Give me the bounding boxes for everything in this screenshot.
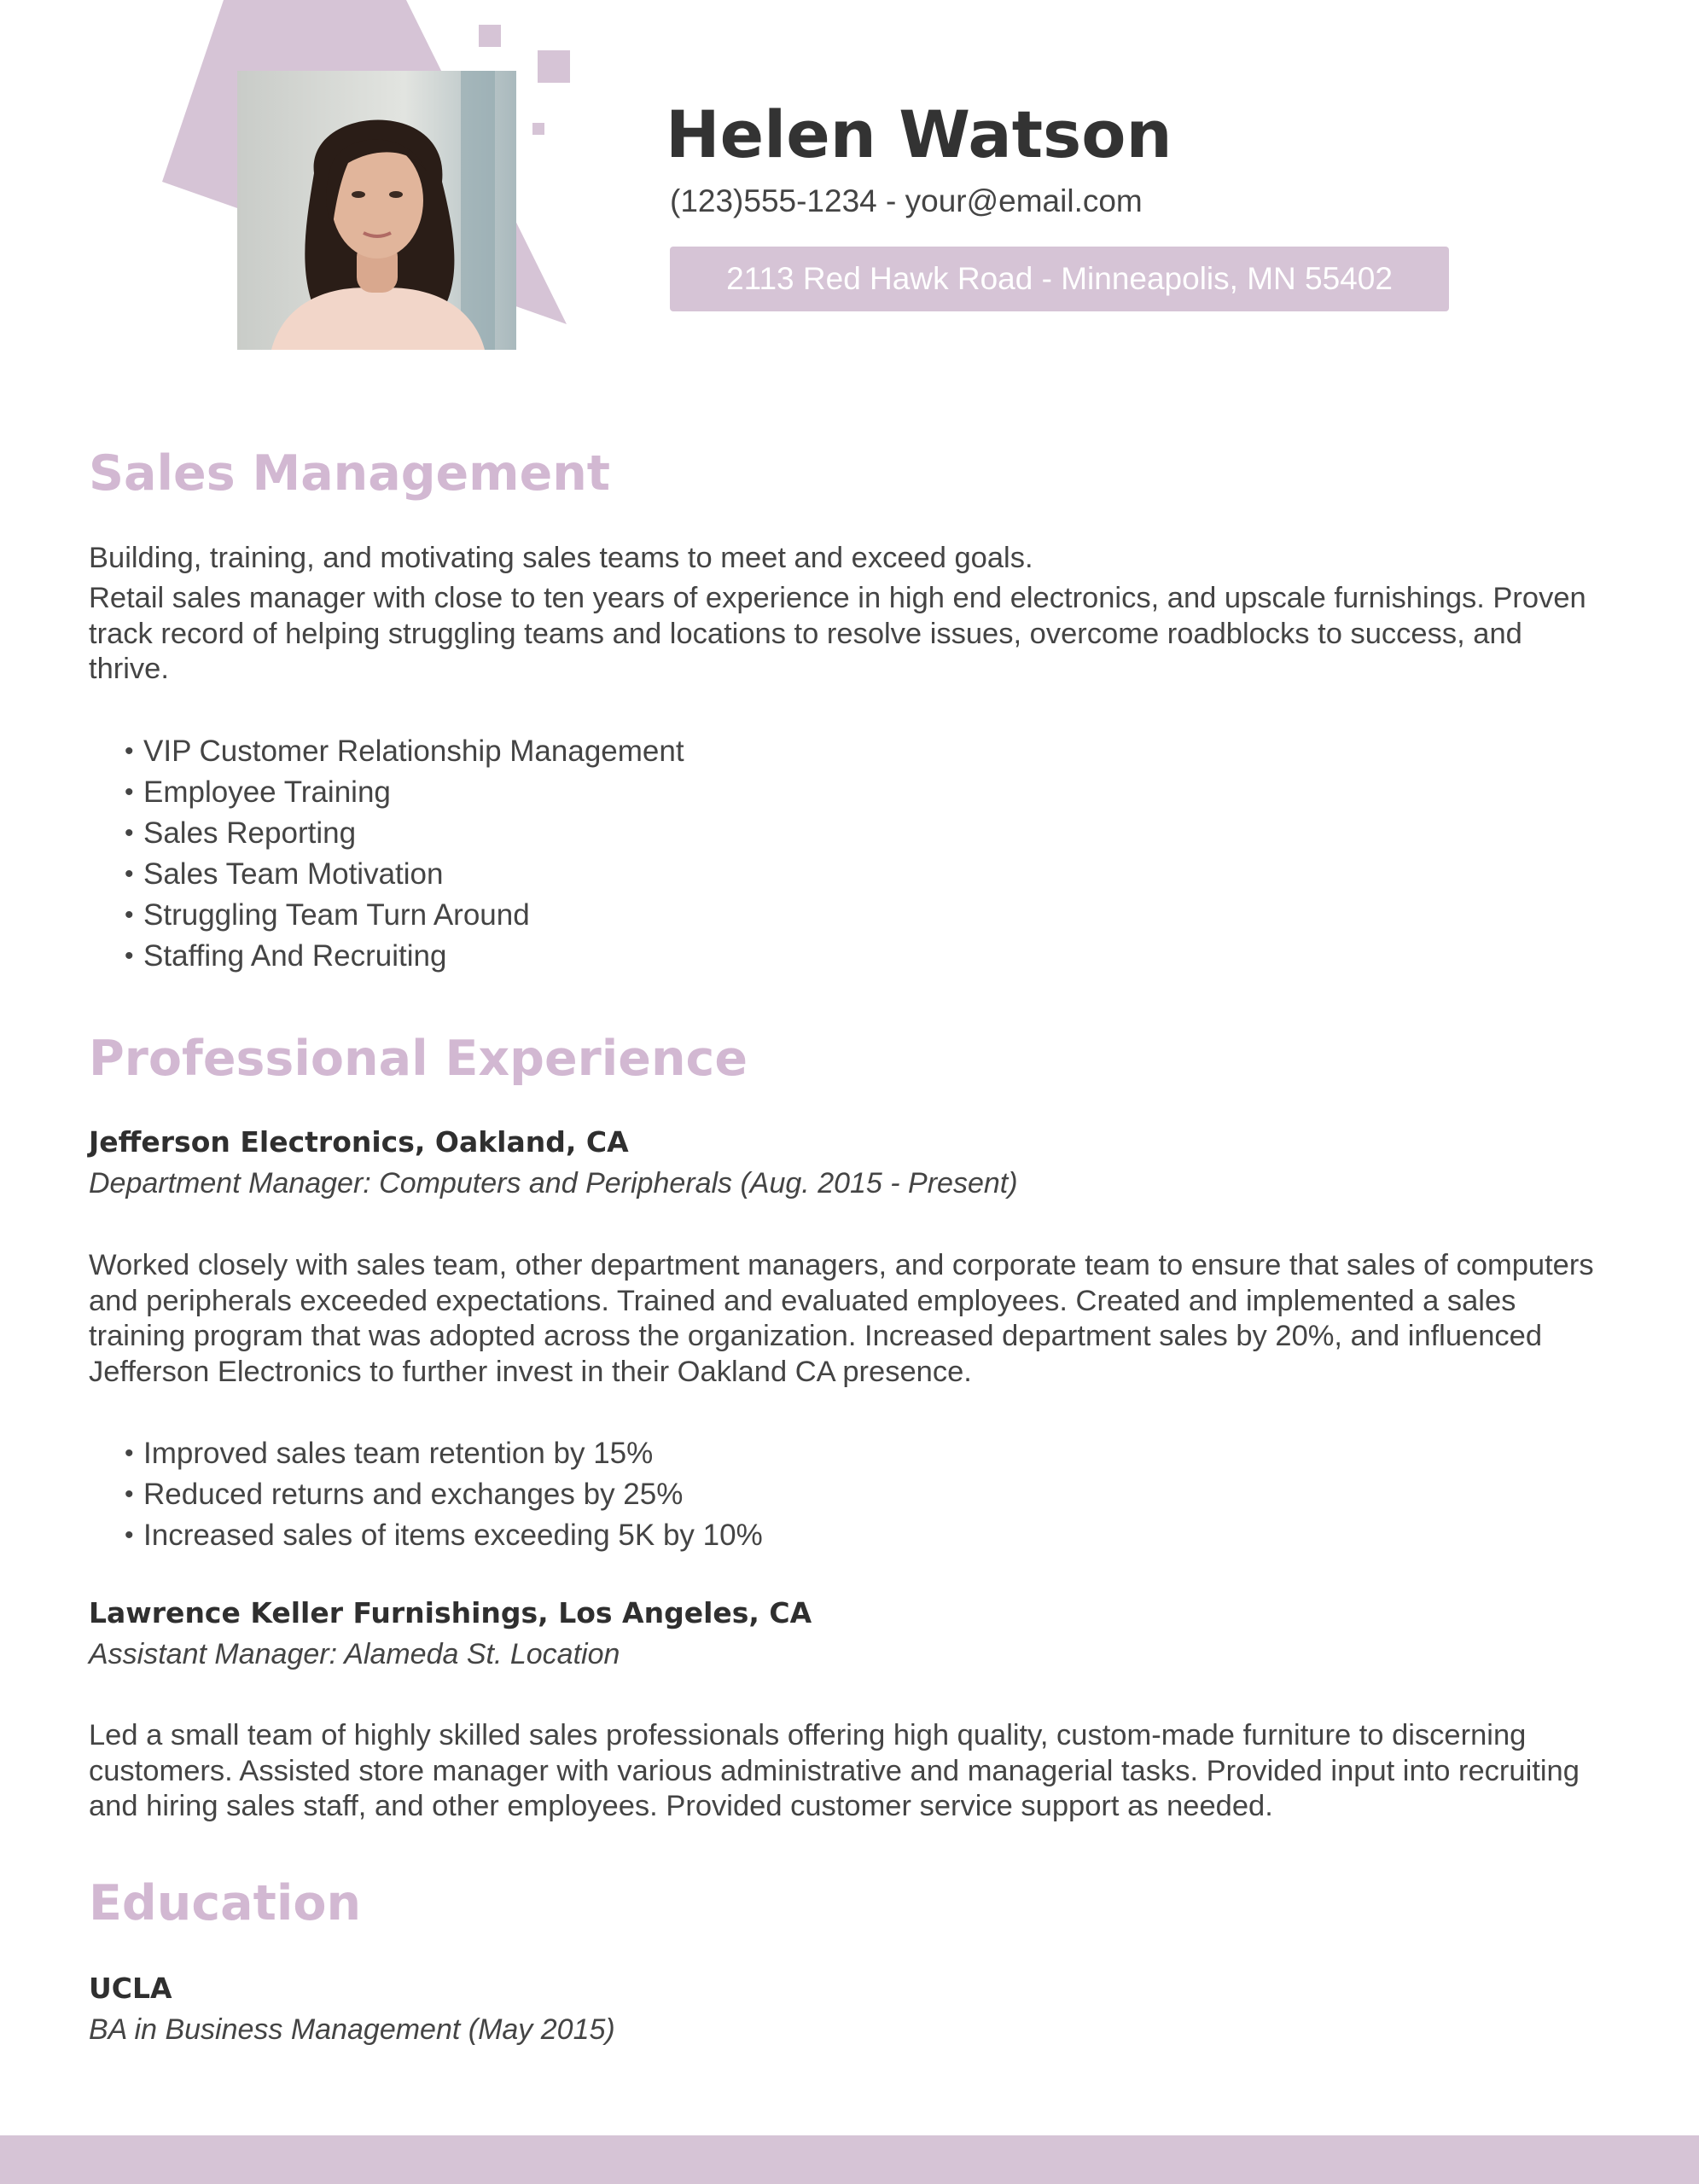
job-description: Led a small team of highly skilled sales professionals offering high quality, custom-made furniture to discerning customers. Assisted store manager with various administrative and managerial tasks. Provided input into recruiting and hiring sales staff, and other employees. Provided customer service support as needed.: [89, 1719, 1580, 1822]
contact-info: (123)555-1234 - your@email.com: [670, 183, 1143, 218]
section-title-professional-experience: Professional Experience: [89, 1031, 748, 1087]
job-role: Assistant Manager: Alameda St. Location: [89, 1638, 620, 1670]
list-item: • VIP Customer Relationship Management: [125, 735, 684, 768]
list-item: • Reduced returns and exchanges by 25%: [125, 1478, 684, 1511]
skills-list: [125, 731, 684, 977]
job-role: Department Manager: Computers and Peripherals (Aug. 2015 - Present): [89, 1167, 1018, 1199]
list-item: • Increased sales of items exceeding 5K by 10%: [125, 1519, 763, 1552]
list-item: • Sales Reporting: [125, 816, 357, 850]
section-title-sales-management: Sales Management: [89, 445, 611, 502]
footer-bar: [0, 2135, 1699, 2184]
sales-summary: Retail sales manager with close to ten years of experience in high end electronics, and upscale furnishings. Proven track record of helping struggling teams and locations to resolve issues, overcome roadblocks to success, and thrive.: [89, 582, 1586, 685]
job-company: Lawrence Keller Furnishings, Los Angeles, CA: [89, 1596, 812, 1629]
achievements-list: [125, 1433, 763, 1556]
job-company: Jefferson Electronics, Oakland, CA: [89, 1125, 629, 1159]
education-degree: BA in Business Management (May 2015): [89, 2013, 615, 2046]
list-item: • Employee Training: [125, 775, 391, 809]
sales-tagline: Building, training, and motivating sales teams to meet and exceed goals.: [89, 542, 1033, 574]
address-banner: 2113 Red Hawk Road - Minneapolis, MN 55402: [670, 247, 1449, 311]
list-item: • Improved sales team retention by 15%: [125, 1437, 654, 1470]
decorative-square-tiny: [532, 123, 544, 135]
list-item: • Sales Team Motivation: [125, 857, 444, 891]
decorative-square-small: [479, 25, 501, 47]
list-item: • Struggling Team Turn Around: [125, 898, 530, 932]
list-item: • Staffing And Recruiting: [125, 939, 447, 973]
education-school: UCLA: [89, 1972, 172, 2005]
job-description: Worked closely with sales team, other department managers, and corporate team to ensure that sales of computers and peripherals exceeded expectations. Trained and evaluated employees. Created and implemented a sales training program that was adopted across the organization. Increased department sales by 20%, and influenced Jefferson Electronics to further invest in their Oakland CA presence.: [89, 1249, 1594, 1388]
section-title-education: Education: [89, 1875, 362, 1931]
profile-photo: [237, 71, 516, 350]
decorative-square-large: [538, 50, 570, 83]
candidate-name: Helen Watson: [666, 96, 1172, 172]
